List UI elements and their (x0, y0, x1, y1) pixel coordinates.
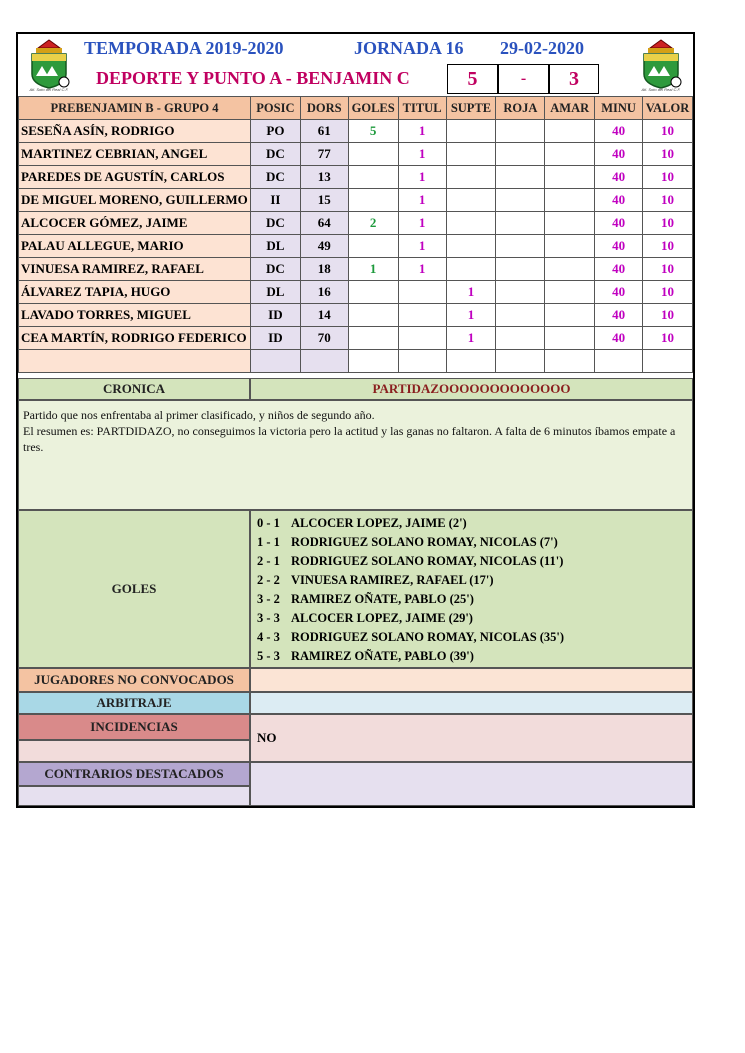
cell-valor: 10 (643, 189, 693, 212)
cell-dors (300, 350, 348, 373)
cell-goles: 2 (348, 212, 398, 235)
cell-goles (348, 350, 398, 373)
player-name: DE MIGUEL MORENO, GUILLERMO (19, 189, 251, 212)
cell-supte (446, 350, 496, 373)
cronica-text (18, 400, 693, 510)
goal-scorer: ALCOCER LOPEZ, JAIME (29') (291, 611, 473, 625)
goal-scorer: RAMIREZ OÑATE, PABLO (25') (291, 592, 474, 606)
cell-dors: 49 (300, 235, 348, 258)
column-header: DORS (300, 97, 348, 120)
cronica-line-2: El resumen es: PARTDIDAZO, no conseguimos la victoria pero la actitud y las ganas no faltaron. A falta de 6 minutos íbamos empate a tres. (23, 424, 676, 454)
cell-goles (348, 235, 398, 258)
cell-valor: 10 (643, 143, 693, 166)
cell-amar (545, 258, 595, 281)
cell-amar (545, 350, 595, 373)
goal-score: 1 - 1 (257, 535, 280, 549)
column-header: TITUL (398, 97, 446, 120)
arbitraje-label: ARBITRAJE (18, 692, 250, 714)
cell-goles: 1 (348, 258, 398, 281)
cell-minu: 40 (595, 189, 643, 212)
score-home: 5 (447, 64, 498, 94)
goal-item (257, 609, 686, 628)
goal-item (257, 533, 686, 552)
table-row (19, 350, 693, 373)
cell-dors: 16 (300, 281, 348, 304)
contrarios-label: CONTRARIOS DESTACADOS (18, 762, 250, 786)
cell-roja (496, 304, 545, 327)
sheet-header (18, 34, 693, 96)
cell-goles (348, 143, 398, 166)
cell-amar (545, 281, 595, 304)
cell-posic: DC (250, 212, 300, 235)
no-convocados-value (250, 668, 693, 692)
arbitraje-value (250, 692, 693, 714)
cell-amar (545, 212, 595, 235)
no-convocados-label: JUGADORES NO CONVOCADOS (18, 668, 250, 692)
cell-supte: 1 (446, 304, 496, 327)
player-name: VINUESA RAMIREZ, RAFAEL (19, 258, 251, 281)
cell-titul: 1 (398, 166, 446, 189)
cell-amar (545, 189, 595, 212)
goal-score: 2 - 1 (257, 554, 280, 568)
goal-score: 4 - 3 (257, 630, 280, 644)
cell-goles (348, 281, 398, 304)
goal-item (257, 628, 686, 647)
cell-posic: DC (250, 143, 300, 166)
cell-minu: 40 (595, 258, 643, 281)
goal-item (257, 571, 686, 590)
goal-item (257, 590, 686, 609)
cell-roja (496, 143, 545, 166)
cell-roja (496, 350, 545, 373)
cell-dors: 61 (300, 120, 348, 143)
goal-scorer: RAMIREZ OÑATE, PABLO (39') (291, 649, 474, 663)
cell-posic: ID (250, 304, 300, 327)
cell-roja (496, 258, 545, 281)
cell-dors: 14 (300, 304, 348, 327)
cell-titul: 1 (398, 120, 446, 143)
player-name: LAVADO TORRES, MIGUEL (19, 304, 251, 327)
club-crest-icon (636, 38, 686, 92)
column-header: POSIC (250, 97, 300, 120)
cell-valor: 10 (643, 120, 693, 143)
goal-scorer: RODRIGUEZ SOLANO ROMAY, NICOLAS (35') (291, 630, 565, 644)
club-crest-icon (24, 38, 74, 92)
goal-score: 3 - 3 (257, 611, 280, 625)
goal-score: 3 - 2 (257, 592, 280, 606)
player-name: PAREDES DE AGUSTÍN, CARLOS (19, 166, 251, 189)
goal-item (257, 514, 686, 533)
cell-amar (545, 327, 595, 350)
cronica-headline: PARTIDAZOOOOOOOOOOOOO (250, 378, 693, 400)
cell-titul (398, 304, 446, 327)
match-sheet (16, 32, 695, 808)
cell-minu (595, 350, 643, 373)
cell-titul (398, 327, 446, 350)
player-name: SESEÑA ASÍN, RODRIGO (19, 120, 251, 143)
column-header: VALOR (643, 97, 693, 120)
club-logo-caption: Atl. Soto del Real C.F. (29, 87, 69, 92)
cell-valor: 10 (643, 212, 693, 235)
cell-titul: 1 (398, 235, 446, 258)
cell-roja (496, 189, 545, 212)
cell-amar (545, 120, 595, 143)
cell-valor: 10 (643, 281, 693, 304)
cell-posic: DL (250, 235, 300, 258)
table-row (19, 212, 693, 235)
cell-goles: 5 (348, 120, 398, 143)
goal-scorer: ALCOCER LOPEZ, JAIME (2') (291, 516, 467, 530)
cell-dors: 15 (300, 189, 348, 212)
column-header: AMAR (545, 97, 595, 120)
cell-supte (446, 166, 496, 189)
table-row (19, 189, 693, 212)
goals-list (250, 510, 693, 668)
player-name: CEA MARTÍN, RODRIGO FEDERICO (19, 327, 251, 350)
cell-supte: 1 (446, 281, 496, 304)
cell-titul (398, 281, 446, 304)
cell-supte (446, 189, 496, 212)
goal-item (257, 647, 686, 666)
table-header-row (19, 97, 693, 120)
player-stats-table (18, 96, 693, 373)
cell-goles (348, 327, 398, 350)
goal-scorer: VINUESA RAMIREZ, RAFAEL (17') (291, 573, 494, 587)
incidencias-label: INCIDENCIAS (18, 714, 250, 740)
column-header: SUPTE (446, 97, 496, 120)
goal-scorer: RODRIGUEZ SOLANO ROMAY, NICOLAS (7') (291, 535, 558, 549)
cell-roja (496, 166, 545, 189)
cell-dors: 70 (300, 327, 348, 350)
cell-titul: 1 (398, 143, 446, 166)
cell-valor (643, 350, 693, 373)
cell-supte (446, 235, 496, 258)
incidencias-value: NO (250, 714, 693, 762)
table-row (19, 281, 693, 304)
table-row (19, 304, 693, 327)
goal-score: 2 - 2 (257, 573, 280, 587)
cell-valor: 10 (643, 258, 693, 281)
cronica-line-1: Partido que nos enfrentaba al primer clasificado, y niños de segundo año. (23, 408, 375, 422)
score-separator: - (498, 64, 549, 94)
cell-goles (348, 304, 398, 327)
cell-supte (446, 143, 496, 166)
group-label: PREBENJAMIN B - GRUPO 4 (19, 97, 251, 120)
cell-minu: 40 (595, 120, 643, 143)
cell-goles (348, 189, 398, 212)
score-away: 3 (549, 64, 599, 94)
column-header: MINU (595, 97, 643, 120)
cell-amar (545, 235, 595, 258)
player-name: ÁLVAREZ TAPIA, HUGO (19, 281, 251, 304)
cell-dors: 18 (300, 258, 348, 281)
cell-posic: II (250, 189, 300, 212)
match-date: 29-02-2020 (500, 38, 584, 58)
cell-supte (446, 258, 496, 281)
cell-valor: 10 (643, 235, 693, 258)
cell-valor: 10 (643, 327, 693, 350)
goal-score: 5 - 3 (257, 649, 280, 663)
cell-minu: 40 (595, 281, 643, 304)
cell-supte (446, 212, 496, 235)
cell-minu: 40 (595, 304, 643, 327)
cell-titul: 1 (398, 258, 446, 281)
cell-minu: 40 (595, 327, 643, 350)
cell-titul: 1 (398, 212, 446, 235)
cell-minu: 40 (595, 212, 643, 235)
cell-amar (545, 166, 595, 189)
cell-dors: 13 (300, 166, 348, 189)
table-row (19, 120, 693, 143)
match-title: DEPORTE Y PUNTO A - BENJAMIN C (96, 68, 410, 88)
table-row (19, 327, 693, 350)
cell-roja (496, 120, 545, 143)
cell-posic: PO (250, 120, 300, 143)
cell-goles (348, 166, 398, 189)
cell-posic: DC (250, 166, 300, 189)
goal-scorer: RODRIGUEZ SOLANO ROMAY, NICOLAS (11') (291, 554, 564, 568)
table-row (19, 258, 693, 281)
cell-dors: 64 (300, 212, 348, 235)
goal-score: 0 - 1 (257, 516, 280, 530)
incidencias-blank (18, 740, 250, 762)
player-name: MARTINEZ CEBRIAN, ANGEL (19, 143, 251, 166)
table-row (19, 166, 693, 189)
cell-roja (496, 235, 545, 258)
cell-posic: DL (250, 281, 300, 304)
cell-titul (398, 350, 446, 373)
cell-amar (545, 304, 595, 327)
cell-minu: 40 (595, 166, 643, 189)
cell-roja (496, 281, 545, 304)
contrarios-value (250, 762, 693, 806)
table-row (19, 143, 693, 166)
contrarios-blank (18, 786, 250, 806)
goal-item (257, 552, 686, 571)
player-name: PALAU ALLEGUE, MARIO (19, 235, 251, 258)
cell-posic: DC (250, 258, 300, 281)
cell-amar (545, 143, 595, 166)
table-row (19, 235, 693, 258)
cell-roja (496, 327, 545, 350)
cell-roja (496, 212, 545, 235)
cell-supte: 1 (446, 327, 496, 350)
season-title: TEMPORADA 2019-2020 (84, 38, 284, 58)
cell-valor: 10 (643, 166, 693, 189)
cell-posic (250, 350, 300, 373)
player-name: ALCOCER GÓMEZ, JAIME (19, 212, 251, 235)
matchday-title: JORNADA 16 (354, 38, 464, 58)
player-name (19, 350, 251, 373)
column-header: ROJA (496, 97, 545, 120)
cell-valor: 10 (643, 304, 693, 327)
cronica-label: CRONICA (18, 378, 250, 400)
cell-posic: ID (250, 327, 300, 350)
club-logo-caption: Atl. Soto del Real C.F. (641, 87, 681, 92)
cell-dors: 77 (300, 143, 348, 166)
cell-supte (446, 120, 496, 143)
cell-minu: 40 (595, 235, 643, 258)
column-header: GOLES (348, 97, 398, 120)
cell-titul: 1 (398, 189, 446, 212)
goles-label: GOLES (18, 510, 250, 668)
cell-minu: 40 (595, 143, 643, 166)
